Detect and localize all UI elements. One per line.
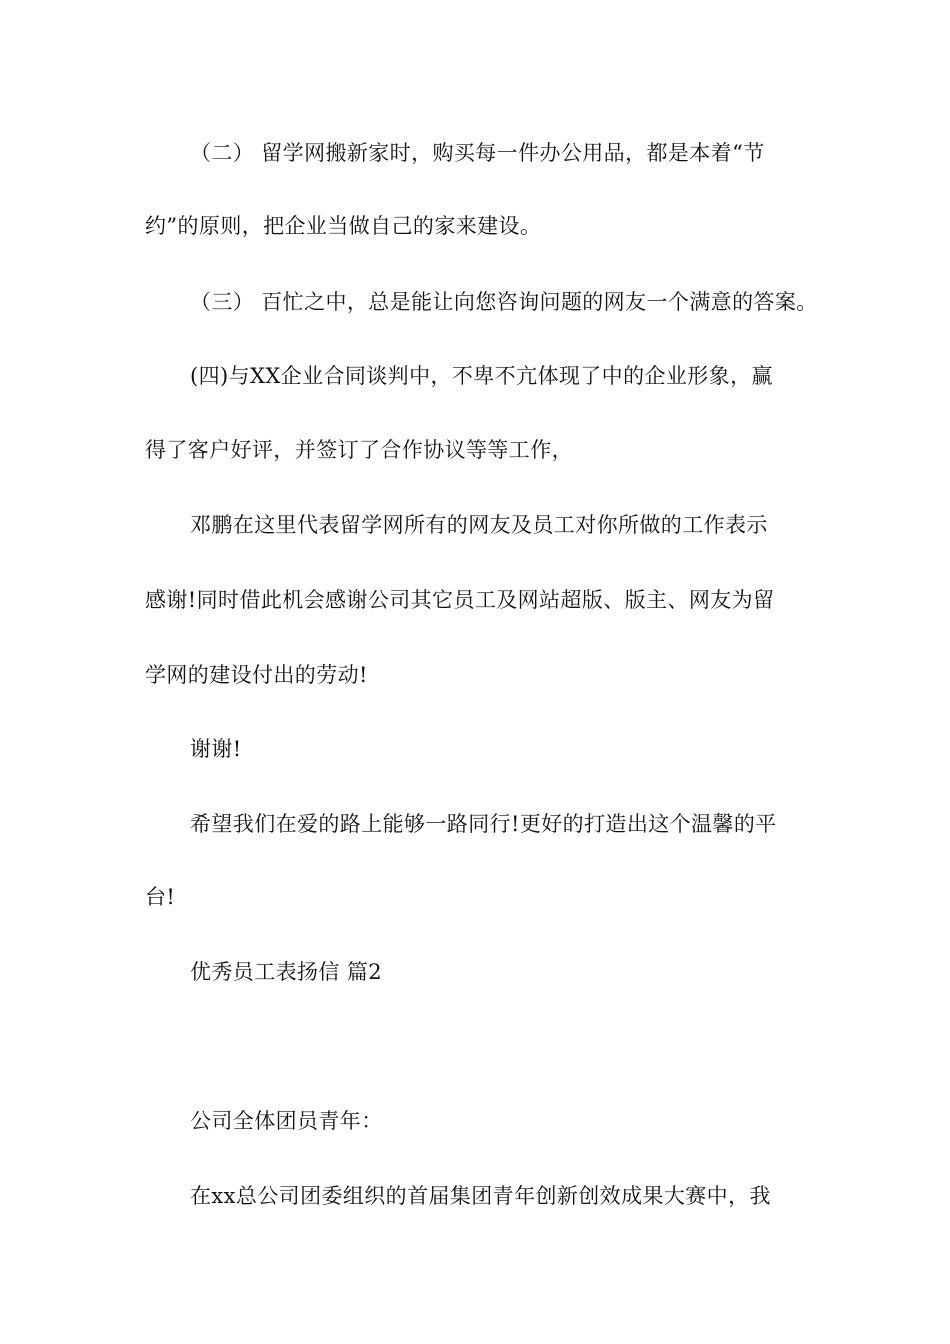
paragraph-line: 台!: [145, 885, 176, 909]
paragraph-line: 在xx总公司团委组织的首届集团青年创新创效成果大赛中，我: [190, 1184, 771, 1208]
paragraph-line: 约”的原则，把企业当做自己的家来建设。: [145, 214, 542, 238]
paragraph-line: 谢谢!: [190, 737, 242, 761]
paragraph-line: 学网的建设付出的劳动!: [145, 663, 368, 687]
paragraph-line: 邓鹏在这里代表留学网所有的网友及员工对你所做的工作表示: [190, 513, 768, 537]
paragraph-line: （三） 百忙之中，总是能让向您咨询问题的网友一个满意的答案。: [190, 290, 818, 314]
paragraph-line: 得了客户好评，并签订了合作协议等等工作，: [145, 438, 573, 462]
section-heading: 优秀员工表扬信 篇2: [190, 960, 383, 984]
paragraph-line: （二） 留学网搬新家时，购买每一件办公用品，都是本着“节: [190, 141, 765, 165]
paragraph-line: 感谢!同时借此机会感谢公司其它员工及网站超版、版主、网友为留: [145, 588, 775, 612]
paragraph-line: 希望我们在爱的路上能够一路同行!更好的打造出这个温馨的平: [190, 812, 777, 836]
salutation: 公司全体团员青年：: [190, 1109, 383, 1133]
paragraph-line: (四)与XX企业合同谈判中，不卑不亢体现了中的企业形象，赢: [190, 364, 773, 388]
